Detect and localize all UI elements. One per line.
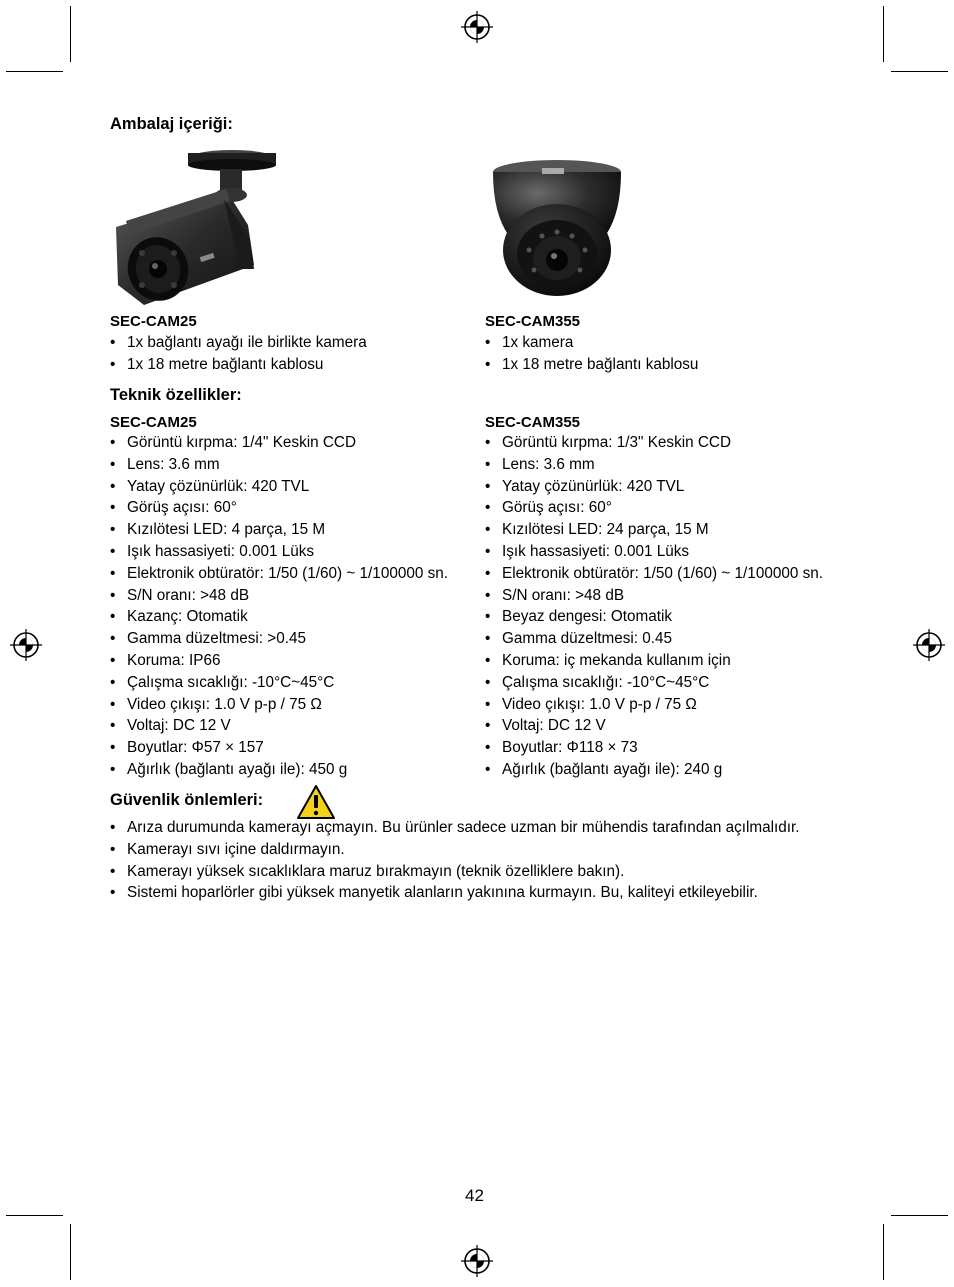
spec-item: • Lens: 3.6 mm <box>485 454 865 476</box>
package-contents-heading: Ambalaj içeriği: <box>110 115 233 133</box>
spec-item: • Yatay çözünürlük: 420 TVL <box>485 476 865 498</box>
warning-triangle-icon <box>296 784 336 820</box>
spec-item: • Elektronik obtüratör: 1/50 (1/60) ~ 1/100000 sn. <box>485 563 865 585</box>
spec-item: • Işık hassasiyeti: 0.001 Lüks <box>485 541 865 563</box>
spec-item: • Ağırlık (bağlantı ayağı ile): 450 g <box>110 759 480 781</box>
spec-list <box>110 432 480 781</box>
spec-item: • Kazanç: Otomatik <box>110 606 480 628</box>
spec-model-label: SEC-CAM25 <box>110 414 197 431</box>
registration-mark-icon <box>460 1244 494 1278</box>
spec-model-label: SEC-CAM355 <box>485 414 581 431</box>
spec-item: • Elektronik obtüratör: 1/50 (1/60) ~ 1/100000 sn. <box>110 563 480 585</box>
spec-item: • Yatay çözünürlük: 420 TVL <box>110 476 480 498</box>
spec-item: • Çalışma sıcaklığı: -10°C~45°C <box>485 672 865 694</box>
spec-item: • Kızılötesi LED: 4 parça, 15 M <box>110 519 480 541</box>
spec-item: • S/N oranı: >48 dB <box>485 585 865 607</box>
safety-item: • Kamerayı sıvı içine daldırmayın. <box>110 839 870 861</box>
registration-mark-icon <box>460 10 494 44</box>
package-contents-list <box>485 332 865 376</box>
crop-mark <box>70 6 71 62</box>
product-model-label: SEC-CAM25 <box>110 313 197 330</box>
crop-mark <box>891 71 948 72</box>
safety-item: • Kamerayı yüksek sıcaklıklara maruz bırakmayın (teknik özelliklere bakın). <box>110 861 870 883</box>
dome-camera-photo <box>484 150 630 300</box>
registration-mark-icon <box>912 628 946 662</box>
spec-item: • Voltaj: DC 12 V <box>110 715 480 737</box>
safety-item: • Sistemi hoparlörler gibi yüksek manyetik alanların yakınına kurmayın. Bu, kaliteyi etkileyebilir. <box>110 882 870 904</box>
spec-item: • Görüş açısı: 60° <box>485 497 865 519</box>
spec-item: • Voltaj: DC 12 V <box>485 715 865 737</box>
list-item: • 1x 18 metre bağlantı kablosu <box>485 354 865 376</box>
registration-mark-icon <box>9 628 43 662</box>
spec-item: • S/N oranı: >48 dB <box>110 585 480 607</box>
crop-mark <box>891 1215 948 1216</box>
safety-heading: Güvenlik önlemleri: <box>110 791 264 809</box>
spec-list <box>485 432 865 781</box>
spec-item: • Lens: 3.6 mm <box>110 454 480 476</box>
technical-specs-heading: Teknik özellikler: <box>110 386 242 404</box>
spec-item: • Görüntü kırpma: 1/3" Keskin CCD <box>485 432 865 454</box>
spec-item: • Işık hassasiyeti: 0.001 Lüks <box>110 541 480 563</box>
list-item: • 1x bağlantı ayağı ile birlikte kamera <box>110 332 470 354</box>
safety-list <box>110 817 870 904</box>
crop-mark <box>883 1224 884 1280</box>
page-number: 42 <box>465 1186 484 1205</box>
spec-item: • Ağırlık (bağlantı ayağı ile): 240 g <box>485 759 865 781</box>
crop-mark <box>70 1224 71 1280</box>
spec-item: • Çalışma sıcaklığı: -10°C~45°C <box>110 672 480 694</box>
spec-item: • Video çıkışı: 1.0 V p-p / 75 Ω <box>485 694 865 716</box>
spec-item: • Gamma düzeltmesi: >0.45 <box>110 628 480 650</box>
spec-item: • Beyaz dengesi: Otomatik <box>485 606 865 628</box>
spec-item: • Boyutlar: Φ118 × 73 <box>485 737 865 759</box>
crop-mark <box>883 6 884 62</box>
package-contents-list <box>110 332 470 376</box>
spec-item: • Gamma düzeltmesi: 0.45 <box>485 628 865 650</box>
spec-item: • Görüş açısı: 60° <box>110 497 480 519</box>
spec-item: • Kızılötesi LED: 24 parça, 15 M <box>485 519 865 541</box>
safety-item: • Arıza durumunda kamerayı açmayın. Bu ürünler sadece uzman bir mühendis tarafından açılmalıdır. <box>110 817 870 839</box>
spec-item: • Koruma: IP66 <box>110 650 480 672</box>
list-item: • 1x kamera <box>485 332 865 354</box>
product-model-label: SEC-CAM355 <box>485 313 581 330</box>
crop-mark <box>6 1215 63 1216</box>
crop-mark <box>6 71 63 72</box>
spec-item: • Koruma: iç mekanda kullanım için <box>485 650 865 672</box>
spec-item: • Boyutlar: Φ57 × 157 <box>110 737 480 759</box>
bullet-camera-photo <box>108 145 278 308</box>
spec-item: • Video çıkışı: 1.0 V p-p / 75 Ω <box>110 694 480 716</box>
spec-item: • Görüntü kırpma: 1/4" Keskin CCD <box>110 432 480 454</box>
list-item: • 1x 18 metre bağlantı kablosu <box>110 354 470 376</box>
